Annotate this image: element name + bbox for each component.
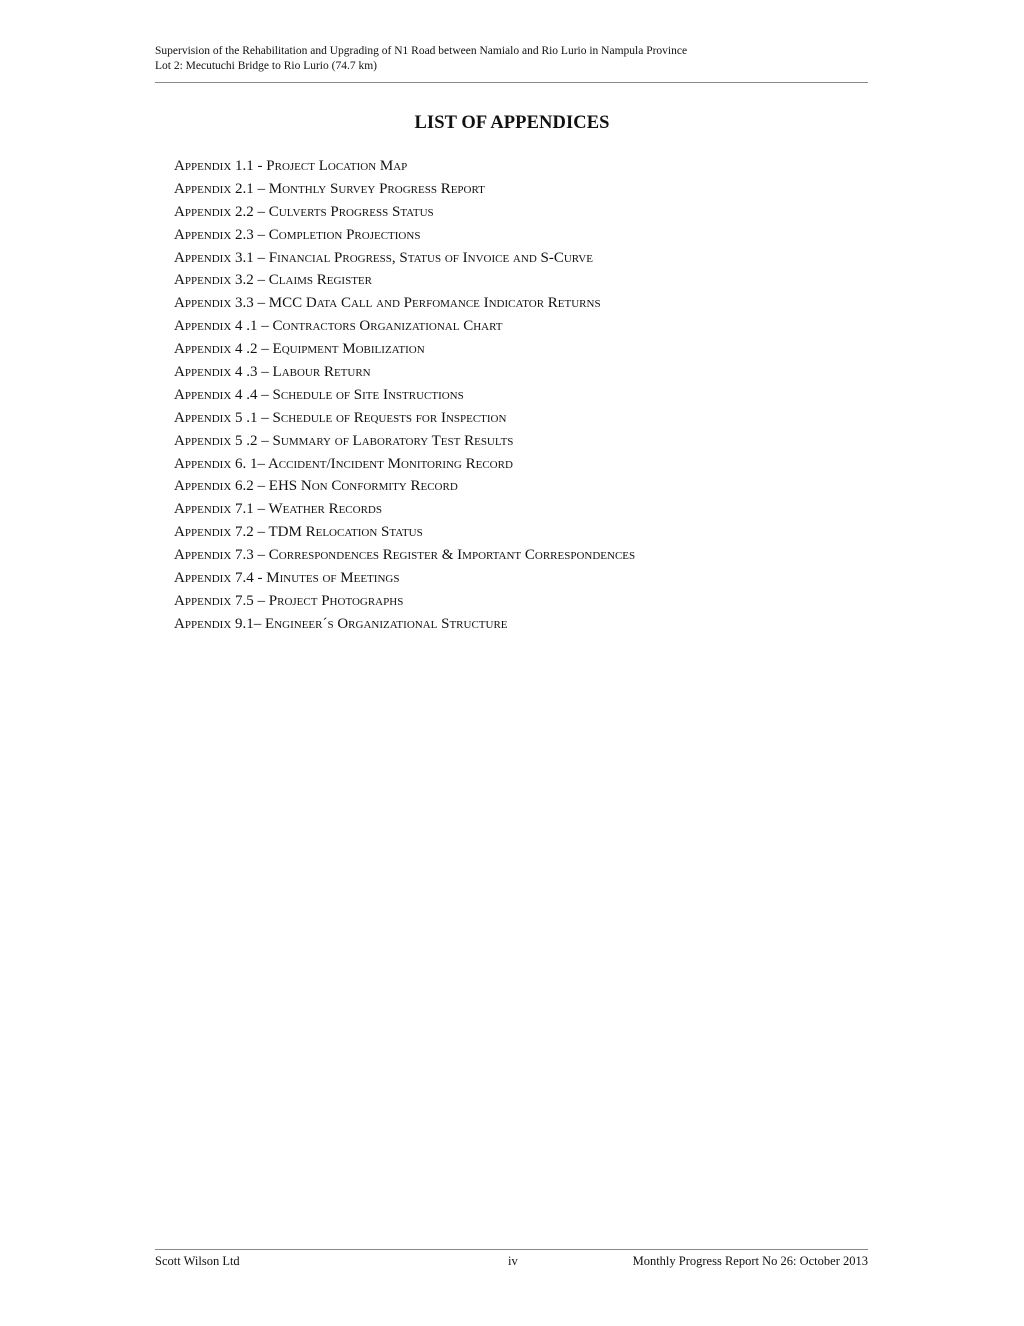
page-header xyxy=(155,44,868,83)
appendix-item: Appendix 6. 1– Accident/Incident Monitoring Record xyxy=(174,455,513,472)
appendix-item: Appendix 5 .1 – Schedule of Requests for Inspection xyxy=(174,409,507,426)
page-footer xyxy=(155,1249,868,1268)
appendix-item: Appendix 7.1 – Weather Records xyxy=(174,501,382,518)
appendix-item: Appendix 1.1 - Project Location Map xyxy=(174,158,408,174)
appendix-item: Appendix 4 .1 – Contractors Organizational Chart xyxy=(174,318,503,335)
header-line-lot: Lot 2: Mecutuchi Bridge to Rio Lurio (74.7 km) xyxy=(155,60,377,72)
appendix-item: Appendix 3.1 – Financial Progress, Status of Invoice and S-Curve xyxy=(174,249,593,266)
appendix-item: Appendix 4 .3 – Labour Return xyxy=(174,364,371,381)
appendix-item: Appendix 5 .2 – Summary of Laboratory Test Results xyxy=(174,432,514,449)
appendix-item: Appendix 7.2 – TDM Relocation Status xyxy=(174,524,423,541)
appendix-item: Appendix 7.5 – Project Photographs xyxy=(174,592,404,609)
appendix-item: Appendix 2.3 – Completion Projections xyxy=(174,226,421,243)
appendix-item: Appendix 7.3 – Correspondences Register & Important Correspondences xyxy=(174,547,636,564)
appendix-item: Appendix 2.1 – Monthly Survey Progress Report xyxy=(174,180,485,197)
appendix-item: Appendix 2.2 – Culverts Progress Status xyxy=(174,203,434,220)
appendix-item: Appendix 9.1– Engineer´s Organizational Structure xyxy=(174,615,508,632)
header-line-project: Supervision of the Rehabilitation and Upgrading of N1 Road between Namialo and Rio Lurio in Nampula Province xyxy=(155,45,688,57)
footer-page-number: iv xyxy=(508,1254,518,1268)
appendix-item: Appendix 3.3 – MCC Data Call and Perfomance Indicator Returns xyxy=(174,295,601,312)
appendix-item: Appendix 7.4 - Minutes of Meetings xyxy=(174,570,400,587)
appendix-list xyxy=(174,155,635,636)
appendix-item: Appendix 4 .2 – Equipment Mobilization xyxy=(174,341,425,358)
appendix-item: Appendix 6.2 – EHS Non Conformity Record xyxy=(174,478,458,495)
page-title: LIST OF APPENDICES xyxy=(414,113,610,133)
footer-company: Scott Wilson Ltd xyxy=(155,1254,240,1268)
footer-report-title: Monthly Progress Report No 26: October 2013 xyxy=(632,1254,868,1268)
appendix-item: Appendix 4 .4 – Schedule of Site Instructions xyxy=(174,386,464,403)
appendix-item: Appendix 3.2 – Claims Register xyxy=(174,272,372,289)
